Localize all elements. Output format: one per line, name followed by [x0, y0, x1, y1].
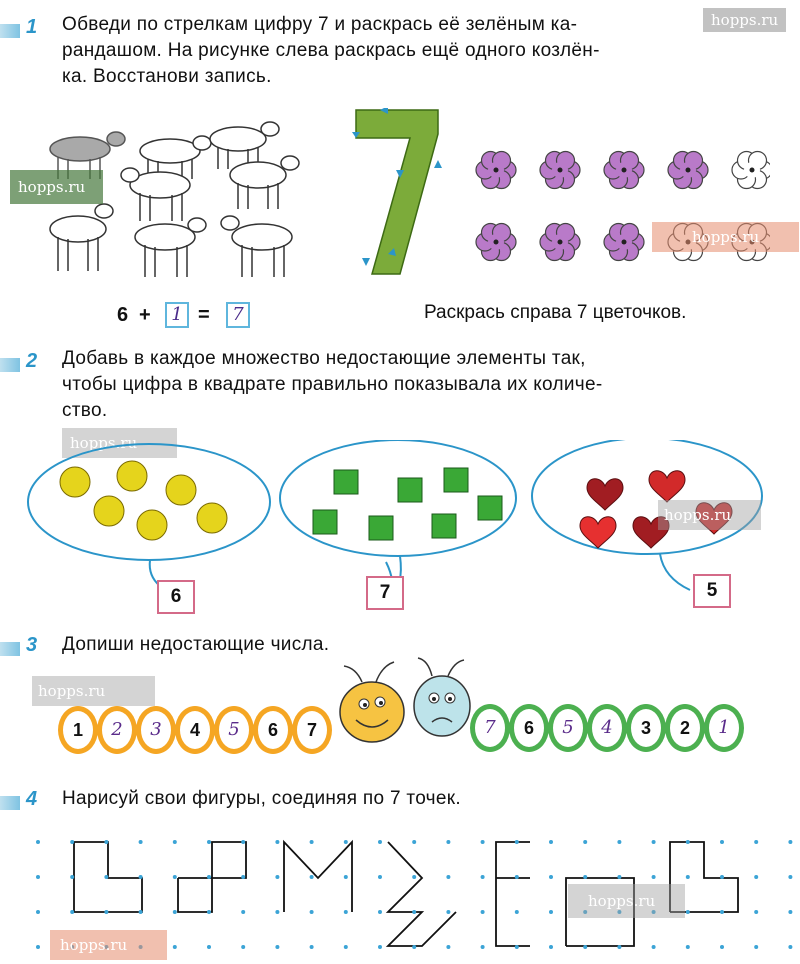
- grid-dot: [70, 875, 74, 879]
- answer-box-b[interactable]: 1: [165, 302, 189, 328]
- grid-dot: [310, 840, 314, 844]
- grid-dot: [788, 875, 792, 879]
- green-square: [444, 468, 468, 492]
- task-1-line-3: ка. Восстанови запись.: [62, 66, 272, 87]
- grid-dot: [275, 910, 279, 914]
- grid-dot: [515, 875, 519, 879]
- yellow-circle: [166, 475, 196, 505]
- orange-bead[interactable]: [214, 706, 254, 754]
- task-1-marker: [0, 24, 20, 38]
- grid-dot: [412, 945, 416, 949]
- grid-dot: [446, 840, 450, 844]
- grid-dot: [446, 910, 450, 914]
- grid-dot: [173, 945, 177, 949]
- grid-dot: [583, 840, 587, 844]
- green-square: [398, 478, 422, 502]
- grid-dot: [173, 840, 177, 844]
- task-4-text: [62, 786, 461, 812]
- flower: [540, 151, 580, 188]
- grid-dot: [139, 910, 143, 914]
- figure-2: [178, 842, 246, 912]
- flower: [476, 151, 516, 188]
- grid-dot: [788, 945, 792, 949]
- orange-bead[interactable]: [58, 706, 98, 754]
- set-yellow-circles: [60, 461, 227, 540]
- bead-number: 6: [267, 720, 278, 740]
- grid-dot: [481, 945, 485, 949]
- green-bead[interactable]: [665, 704, 705, 752]
- task-2-line-1: Добавь в каждое множество недостающие элементы так,: [62, 348, 586, 369]
- grid-dot: [720, 875, 724, 879]
- task-1-line-2: рандашом. На рисунке слева раскрась ещё одного козлён-: [62, 40, 600, 61]
- yellow-circle: [117, 461, 147, 491]
- grid-dot: [515, 910, 519, 914]
- grid-dot: [549, 875, 553, 879]
- caterpillar-heads: [332, 652, 482, 752]
- grid-dot: [36, 840, 40, 844]
- bead-number: 4: [601, 717, 613, 738]
- green-bead[interactable]: [587, 704, 627, 752]
- task-4-line-1: Нарисуй свои фигуры, соединяя по 7 точек.: [62, 788, 461, 809]
- grid-dot: [378, 840, 382, 844]
- task-1-number: 1: [26, 16, 38, 38]
- grid-dot: [207, 840, 211, 844]
- grid-dot: [344, 910, 348, 914]
- grid-dot: [720, 910, 724, 914]
- grid-dot: [173, 910, 177, 914]
- grid-dot: [207, 945, 211, 949]
- grid-dot: [754, 840, 758, 844]
- grid-dot: [617, 875, 621, 879]
- watermark: hopps.ru: [703, 8, 786, 32]
- goat: [50, 204, 113, 271]
- bead-number: 7: [306, 720, 317, 740]
- watermark: hopps.ru: [658, 500, 761, 530]
- digit-seven-figure: [352, 108, 442, 278]
- task-2-marker: [0, 358, 20, 372]
- grid-dot: [652, 875, 656, 879]
- grid-dot: [207, 910, 211, 914]
- grid-dot: [686, 910, 690, 914]
- bead-number: 3: [150, 719, 162, 740]
- flower: [540, 223, 580, 260]
- flower: [732, 151, 770, 188]
- flower: [476, 223, 516, 260]
- bead-number: 5: [228, 719, 240, 740]
- bead-number: 4: [189, 720, 200, 740]
- green-bead[interactable]: [626, 704, 666, 752]
- grid-dot: [344, 875, 348, 879]
- green-square: [478, 496, 502, 520]
- task-3-text: [62, 632, 329, 658]
- watermark: hopps.ru: [50, 930, 167, 960]
- grid-dot: [275, 945, 279, 949]
- sad-caterpillar-head: [414, 658, 470, 736]
- grid-dot: [720, 840, 724, 844]
- grid-dot: [652, 840, 656, 844]
- set-green-squares: [313, 468, 502, 540]
- grid-dot: [412, 875, 416, 879]
- grid-dot: [583, 875, 587, 879]
- grid-dot: [652, 945, 656, 949]
- task-1-text: [62, 12, 600, 90]
- task-3-line-1: Допиши недостающие числа.: [62, 634, 330, 655]
- grid-dot: [446, 875, 450, 879]
- grid-dot: [549, 945, 553, 949]
- grid-dot: [70, 910, 74, 914]
- flower: [668, 151, 708, 188]
- bead-number: 6: [523, 718, 534, 738]
- red-heart: [649, 471, 685, 502]
- grid-dot: [686, 875, 690, 879]
- figure-5: [496, 842, 530, 946]
- bead-number: 2: [111, 719, 123, 740]
- grid-dot: [241, 875, 245, 879]
- grid-dot: [549, 840, 553, 844]
- count-box-1: 6: [157, 580, 195, 614]
- watermark: hopps.ru: [10, 170, 103, 204]
- green-square: [432, 514, 456, 538]
- yellow-circle: [94, 496, 124, 526]
- grid-dot: [549, 910, 553, 914]
- flowers-caption: Раскрась справа 7 цветочков.: [424, 302, 687, 323]
- grid-dot: [207, 875, 211, 879]
- yellow-circle: [60, 467, 90, 497]
- grid-dot: [139, 875, 143, 879]
- grid-dot: [104, 840, 108, 844]
- grid-dot: [481, 875, 485, 879]
- figure-3: [284, 842, 352, 912]
- watermark: hopps.ru: [652, 222, 799, 252]
- yellow-circle: [137, 510, 167, 540]
- grid-dot: [310, 910, 314, 914]
- task-3-number: 3: [26, 634, 38, 656]
- bead-number: 1: [72, 720, 83, 740]
- grid-dot: [788, 910, 792, 914]
- equation-plus: +: [139, 304, 151, 326]
- grid-dot: [754, 875, 758, 879]
- grid-dot: [36, 910, 40, 914]
- task-1-line-1: Обведи по стрелкам цифру 7 и раскрась её зелёным ка-: [62, 14, 578, 35]
- grid-dot: [515, 945, 519, 949]
- grid-dot: [70, 840, 74, 844]
- task-2-text: [62, 346, 602, 424]
- count-box-2: 7: [366, 576, 404, 610]
- grid-dot: [617, 840, 621, 844]
- grid-dot: [617, 945, 621, 949]
- goat: [135, 218, 206, 277]
- goat: [230, 156, 299, 209]
- grid-dot: [481, 910, 485, 914]
- flower: [604, 223, 644, 260]
- bead-number: 7: [484, 717, 496, 738]
- task-2-line-3: ство.: [62, 400, 108, 421]
- grid-dot: [378, 875, 382, 879]
- red-heart: [587, 479, 623, 510]
- grid-dot: [104, 875, 108, 879]
- grid-dot: [241, 840, 245, 844]
- goat: [210, 122, 279, 169]
- task-2-line-2: чтобы цифра в квадрате правильно показывала их количе-: [62, 374, 603, 395]
- orange-bead[interactable]: [97, 706, 137, 754]
- answer-box-c[interactable]: 7: [226, 302, 250, 328]
- bead-number: 2: [679, 718, 690, 738]
- green-bead[interactable]: [704, 704, 744, 752]
- happy-caterpillar-head: [340, 662, 404, 742]
- goat: [221, 216, 292, 277]
- grid-dot: [275, 875, 279, 879]
- orange-bead[interactable]: [253, 706, 293, 754]
- task-4-marker: [0, 796, 20, 810]
- bead-number: 3: [640, 718, 651, 738]
- grid-dot: [173, 875, 177, 879]
- grid-dot: [310, 945, 314, 949]
- grid-dot: [344, 945, 348, 949]
- grid-dot: [412, 840, 416, 844]
- grid-dot: [754, 910, 758, 914]
- grid-dot: [139, 840, 143, 844]
- task-4-number: 4: [26, 788, 38, 810]
- bead-number: 1: [718, 717, 730, 738]
- grid-dot: [344, 840, 348, 844]
- green-square: [313, 510, 337, 534]
- green-bead[interactable]: [548, 704, 588, 752]
- flowers-group: [470, 142, 770, 272]
- grid-dot: [275, 840, 279, 844]
- grid-dot: [378, 910, 382, 914]
- grid-dot: [241, 945, 245, 949]
- goat: [121, 168, 190, 221]
- equation-equals: =: [198, 304, 210, 326]
- count-box-3: 5: [693, 574, 731, 608]
- grid-dot: [378, 945, 382, 949]
- grid-dot: [686, 945, 690, 949]
- watermark: hopps.ru: [32, 676, 155, 706]
- orange-bead[interactable]: [292, 706, 332, 754]
- task-2-number: 2: [26, 350, 38, 372]
- grid-dot: [446, 945, 450, 949]
- bead-number: 5: [562, 717, 574, 738]
- watermark: hopps.ru: [62, 428, 177, 458]
- grid-dot: [583, 945, 587, 949]
- grid-dot: [754, 945, 758, 949]
- grid-dot: [412, 910, 416, 914]
- figure-4: [388, 842, 456, 946]
- green-bead[interactable]: [509, 704, 549, 752]
- equation-term-a: 6: [117, 304, 129, 326]
- green-square: [369, 516, 393, 540]
- grid-dot: [686, 840, 690, 844]
- grid-dot: [104, 910, 108, 914]
- green-square: [334, 470, 358, 494]
- flower: [604, 151, 644, 188]
- grid-dot: [36, 945, 40, 949]
- grid-dot: [310, 875, 314, 879]
- orange-bead[interactable]: [175, 706, 215, 754]
- grid-dot: [788, 840, 792, 844]
- grid-dot: [481, 840, 485, 844]
- task-3-marker: [0, 642, 20, 656]
- grid-dot: [515, 840, 519, 844]
- grid-dot: [241, 910, 245, 914]
- orange-bead[interactable]: [136, 706, 176, 754]
- yellow-circle: [197, 503, 227, 533]
- grid-dot: [720, 945, 724, 949]
- grid-dot: [36, 875, 40, 879]
- watermark: hopps.ru: [568, 884, 685, 918]
- red-heart: [580, 517, 616, 548]
